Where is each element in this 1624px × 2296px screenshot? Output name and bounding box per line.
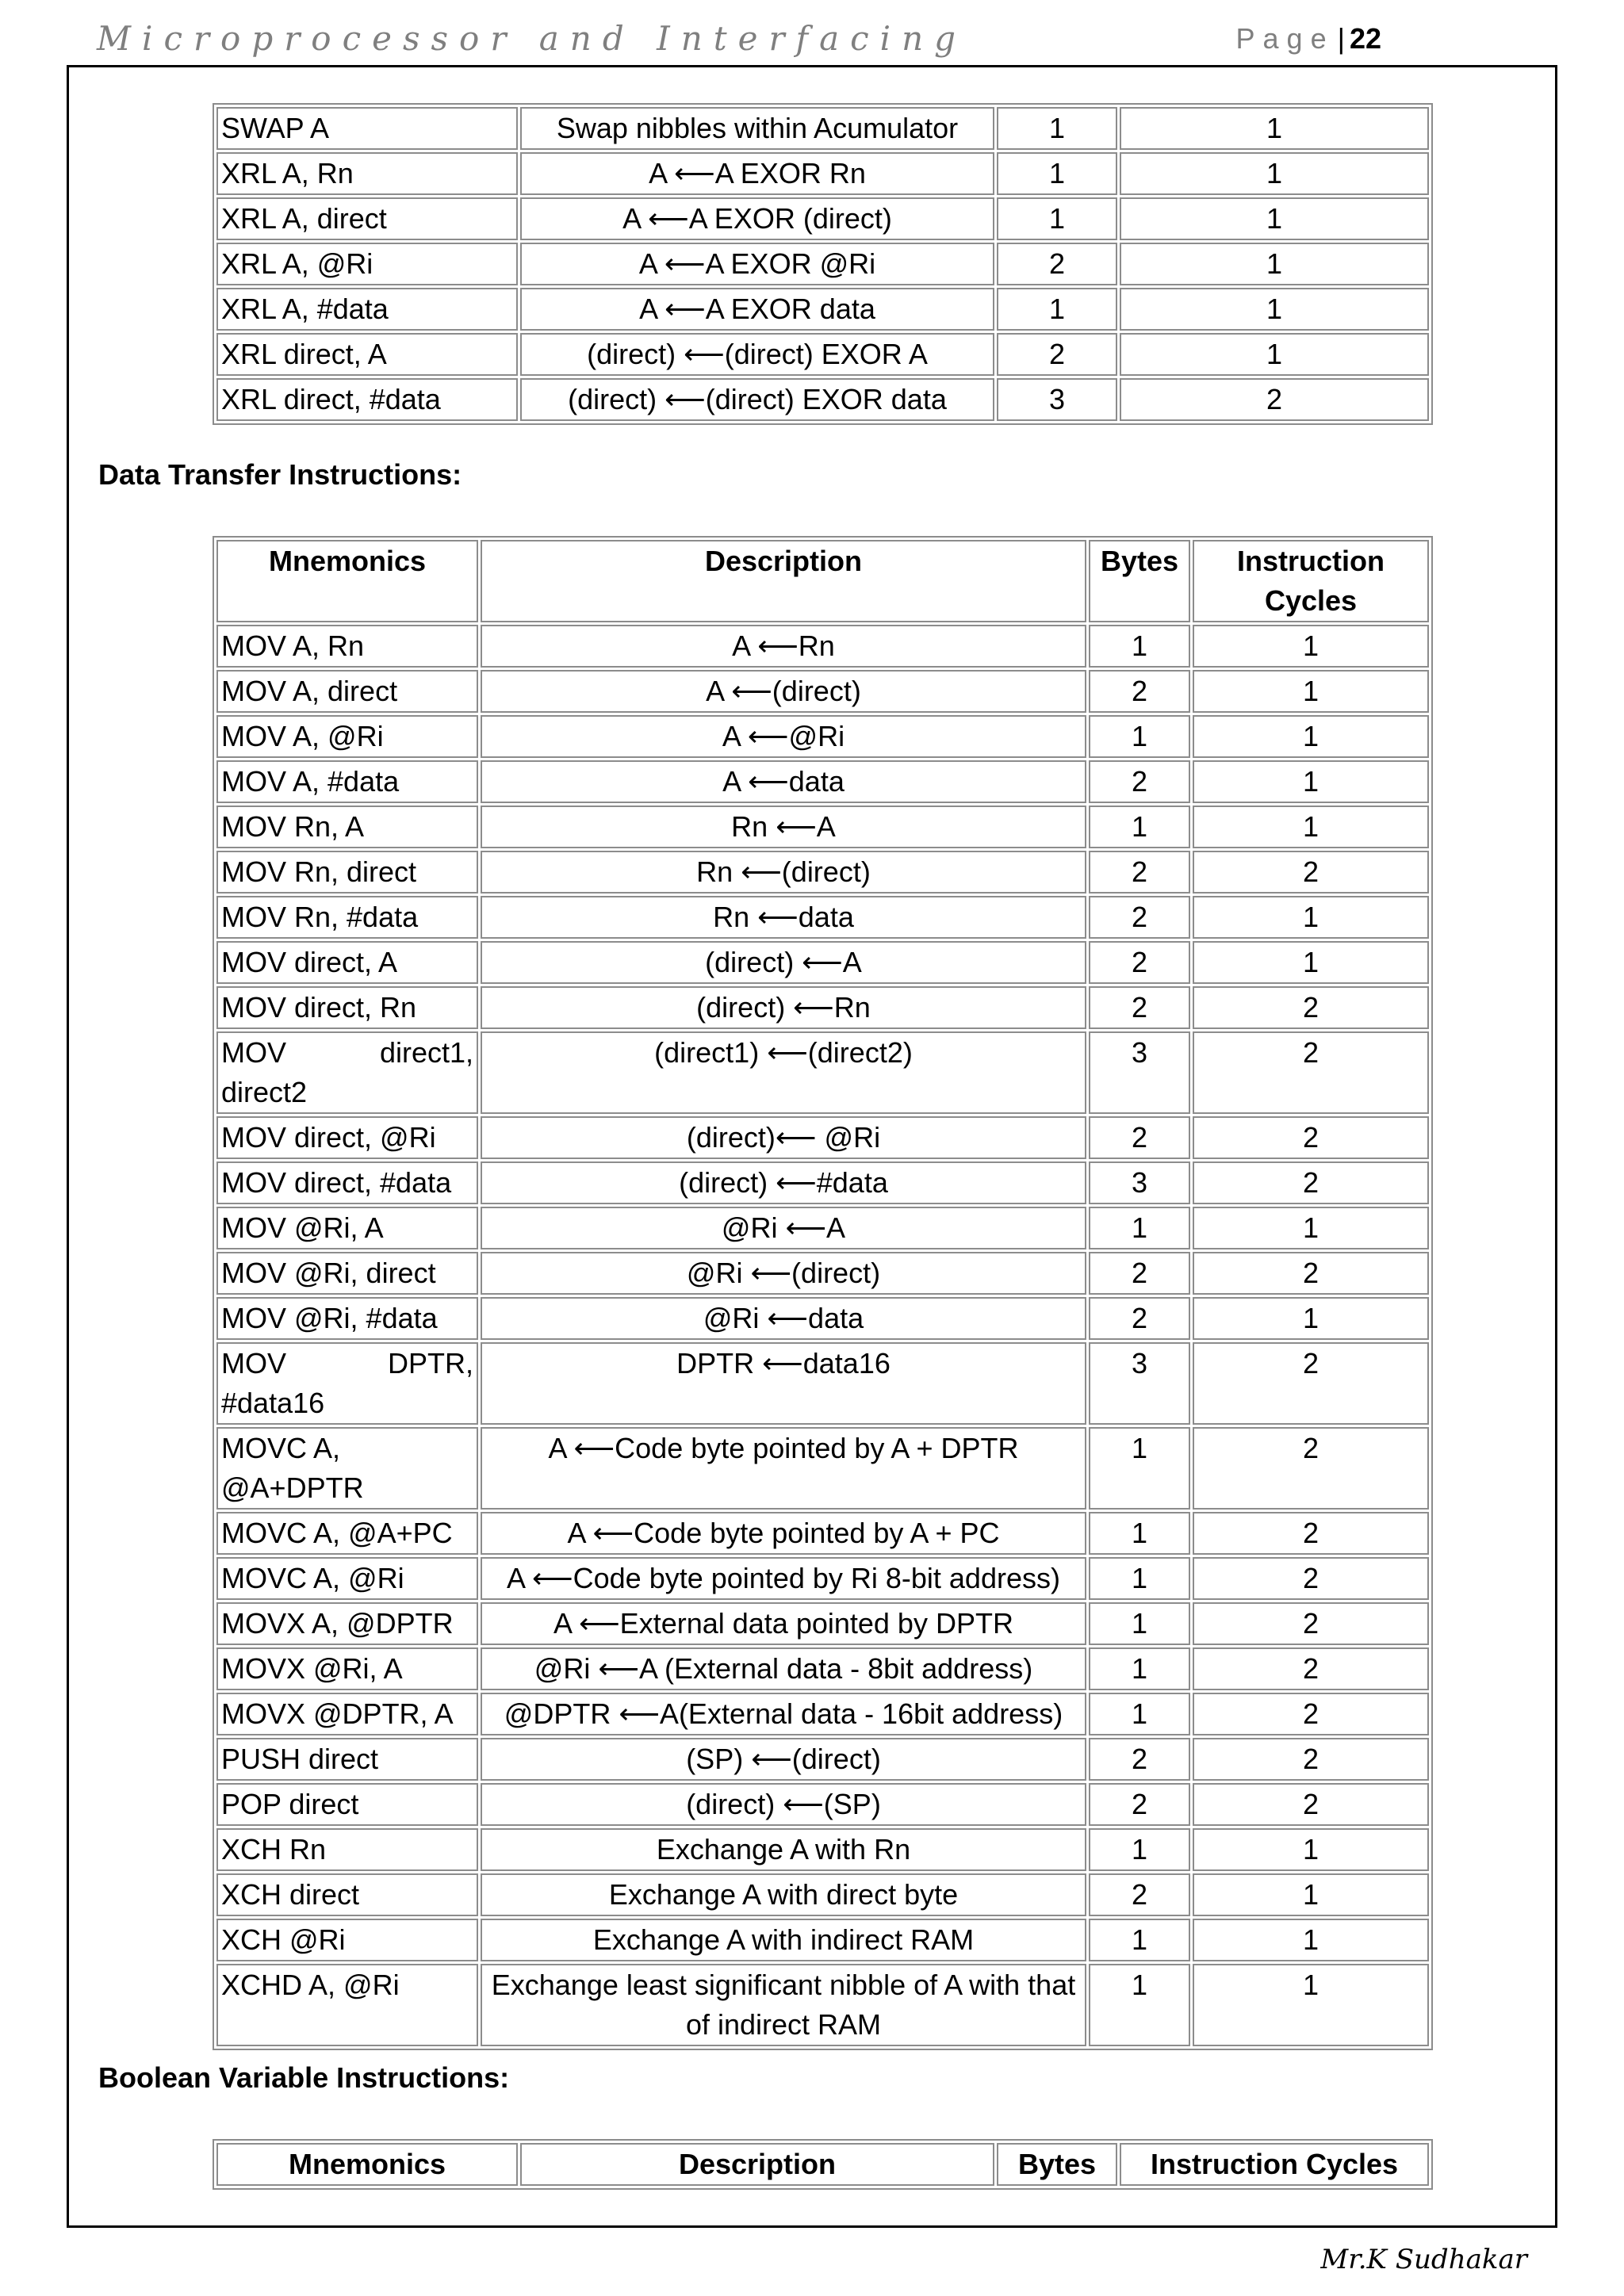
table-row <box>216 1919 1429 1961</box>
cell-bytes: 3 <box>997 378 1117 421</box>
cell-bytes: 1 <box>997 197 1117 240</box>
cell-bytes: 1 <box>1089 806 1190 848</box>
table-header-row <box>216 540 1429 622</box>
cell-bytes: 1 <box>1089 625 1190 668</box>
cell-cycles: 2 <box>1193 1427 1429 1510</box>
cell-mnemonic: XRL A, direct <box>216 197 518 240</box>
cell-description: A ⟵Code byte pointed by Ri 8-bit address) <box>481 1557 1086 1600</box>
cell-bytes: 3 <box>1089 1342 1190 1425</box>
cell-mnemonic: MOVX @Ri, A <box>216 1647 478 1690</box>
cell-mnemonic: XRL direct, A <box>216 333 518 376</box>
table-row <box>216 1427 1429 1510</box>
cell-bytes: 2 <box>1089 941 1190 984</box>
cell-mnemonic: MOV @Ri, direct <box>216 1252 478 1295</box>
cell-description: A ⟵A EXOR @Ri <box>520 243 994 285</box>
cell-cycles: 1 <box>1193 1873 1429 1916</box>
table-row <box>216 760 1429 803</box>
cell-mnemonic: MOV @Ri, A <box>216 1207 478 1249</box>
cell-bytes: 1 <box>1089 1427 1190 1510</box>
cell-bytes: 1 <box>997 107 1117 150</box>
cell-mnemonic: MOV direct, Rn <box>216 986 478 1029</box>
cell-description: A ⟵A EXOR data <box>520 288 994 331</box>
table-row <box>216 1512 1429 1555</box>
cell-description: Exchange A with indirect RAM <box>481 1919 1086 1961</box>
cell-mnemonic: MOV DPTR, #data16 <box>216 1342 478 1425</box>
cell-mnemonic: MOVC A, @Ri <box>216 1557 478 1600</box>
cell-cycles: 1 <box>1193 1207 1429 1249</box>
cell-mnemonic: MOV direct, #data <box>216 1161 478 1204</box>
cell-bytes: 1 <box>1089 1919 1190 1961</box>
header-description: Description <box>520 2143 994 2186</box>
table-row <box>216 1252 1429 1295</box>
cell-description: Exchange A with direct byte <box>481 1873 1086 1916</box>
cell-mnemonic: MOV direct, A <box>216 941 478 984</box>
cell-cycles: 1 <box>1120 152 1429 195</box>
cell-cycles: 1 <box>1193 670 1429 713</box>
cell-bytes: 2 <box>1089 1252 1190 1295</box>
cell-bytes: 2 <box>1089 670 1190 713</box>
cell-mnemonic: MOV A, @Ri <box>216 715 478 758</box>
table-header-row <box>216 2143 1429 2186</box>
table-row <box>216 1557 1429 1600</box>
cell-bytes: 2 <box>1089 851 1190 894</box>
cell-cycles: 2 <box>1193 1342 1429 1425</box>
cell-cycles: 1 <box>1193 941 1429 984</box>
cell-bytes: 2 <box>1089 760 1190 803</box>
header-mnemonics: Mnemonics <box>216 540 478 622</box>
header-instruction-cycles: Instruction Cycles <box>1120 2143 1429 2186</box>
table-row <box>216 107 1429 150</box>
cell-description: (direct) ⟵A <box>481 941 1086 984</box>
cell-mnemonic: XRL A, @Ri <box>216 243 518 285</box>
cell-description: Swap nibbles within Acumulator <box>520 107 994 150</box>
cell-mnemonic: XRL A, #data <box>216 288 518 331</box>
cell-description: @DPTR ⟵A(External data - 16bit address) <box>481 1693 1086 1735</box>
header-instruction-cycles: Instruction Cycles <box>1193 540 1429 622</box>
header-bytes: Bytes <box>1089 540 1190 622</box>
cell-bytes: 1 <box>1089 1557 1190 1600</box>
cell-mnemonic: MOVC A, @A+DPTR <box>216 1427 478 1510</box>
cell-mnemonic: MOV A, direct <box>216 670 478 713</box>
cell-cycles: 1 <box>1193 1919 1429 1961</box>
table-row <box>216 1828 1429 1871</box>
table-row <box>216 715 1429 758</box>
cell-bytes: 1 <box>1089 1512 1190 1555</box>
cell-description: Exchange least significant nibble of A with that of indirect RAM <box>481 1964 1086 2046</box>
cell-mnemonic: MOV A, Rn <box>216 625 478 668</box>
cell-mnemonic: SWAP A <box>216 107 518 150</box>
cell-description: @Ri ⟵A (External data - 8bit address) <box>481 1647 1086 1690</box>
table-row <box>216 670 1429 713</box>
table-row <box>216 378 1429 421</box>
table-row <box>216 1873 1429 1916</box>
cell-description: (direct) ⟵Rn <box>481 986 1086 1029</box>
cell-cycles: 1 <box>1120 288 1429 331</box>
cell-bytes: 2 <box>1089 896 1190 939</box>
cell-mnemonic: MOV Rn, direct <box>216 851 478 894</box>
footer-author: Mr.K Sudhakar <box>1320 2244 1527 2275</box>
cell-description: (direct) ⟵(SP) <box>481 1783 1086 1826</box>
cell-description: (direct1) ⟵(direct2) <box>481 1031 1086 1114</box>
cell-cycles: 1 <box>1120 107 1429 150</box>
table-row <box>216 806 1429 848</box>
cell-bytes: 2 <box>1089 986 1190 1029</box>
cell-cycles: 2 <box>1193 1116 1429 1159</box>
cell-description: @Ri ⟵A <box>481 1207 1086 1249</box>
cell-mnemonic: XCHD A, @Ri <box>216 1964 478 2046</box>
cell-description: A ⟵External data pointed by DPTR <box>481 1602 1086 1645</box>
cell-bytes: 1 <box>1089 1828 1190 1871</box>
cell-bytes: 3 <box>1089 1161 1190 1204</box>
cell-cycles: 2 <box>1193 1647 1429 1690</box>
boolean-table <box>213 2139 1433 2190</box>
header-description: Description <box>481 540 1086 622</box>
table-row <box>216 152 1429 195</box>
cell-cycles: 1 <box>1193 1297 1429 1340</box>
cell-mnemonic: XCH @Ri <box>216 1919 478 1961</box>
cell-mnemonic: POP direct <box>216 1783 478 1826</box>
cell-bytes: 1 <box>997 152 1117 195</box>
logic-instructions-body <box>216 107 1429 421</box>
cell-mnemonic: XCH Rn <box>216 1828 478 1871</box>
cell-cycles: 1 <box>1120 197 1429 240</box>
cell-cycles: 1 <box>1193 896 1429 939</box>
cell-bytes: 2 <box>1089 1873 1190 1916</box>
cell-description: (direct)⟵ @Ri <box>481 1116 1086 1159</box>
cell-mnemonic: MOV direct, @Ri <box>216 1116 478 1159</box>
header-title: Microprocessor and Interfacing <box>97 19 967 58</box>
page-number-block: Page | 22 <box>1235 22 1381 55</box>
cell-description: A ⟵Rn <box>481 625 1086 668</box>
cell-cycles: 2 <box>1193 1783 1429 1826</box>
cell-bytes: 1 <box>1089 1964 1190 2046</box>
cell-bytes: 1 <box>1089 715 1190 758</box>
cell-description: Rn ⟵A <box>481 806 1086 848</box>
cell-bytes: 1 <box>997 288 1117 331</box>
cell-cycles: 2 <box>1193 1252 1429 1295</box>
table-row <box>216 896 1429 939</box>
cell-description: A ⟵(direct) <box>481 670 1086 713</box>
table-row <box>216 1693 1429 1735</box>
cell-cycles: 1 <box>1120 243 1429 285</box>
table-row <box>216 941 1429 984</box>
cell-description: (SP) ⟵(direct) <box>481 1738 1086 1781</box>
cell-cycles: 2 <box>1193 1161 1429 1204</box>
table-row <box>216 1783 1429 1826</box>
table-row <box>216 243 1429 285</box>
table-row <box>216 851 1429 894</box>
cell-mnemonic: MOV A, #data <box>216 760 478 803</box>
cell-mnemonic: MOVX @DPTR, A <box>216 1693 478 1735</box>
cell-description: (direct) ⟵(direct) EXOR A <box>520 333 994 376</box>
cell-bytes: 2 <box>997 333 1117 376</box>
cell-cycles: 2 <box>1193 851 1429 894</box>
cell-mnemonic: MOV @Ri, #data <box>216 1297 478 1340</box>
table-row <box>216 1342 1429 1425</box>
cell-cycles: 1 <box>1120 333 1429 376</box>
cell-cycles: 2 <box>1193 1602 1429 1645</box>
table-row <box>216 197 1429 240</box>
table-row <box>216 288 1429 331</box>
data-transfer-table <box>213 536 1433 2050</box>
cell-description: Exchange A with Rn <box>481 1828 1086 1871</box>
cell-bytes: 2 <box>997 243 1117 285</box>
logic-instructions-table <box>213 103 1433 425</box>
header-bytes: Bytes <box>997 2143 1117 2186</box>
cell-cycles: 2 <box>1193 1557 1429 1600</box>
cell-bytes: 1 <box>1089 1207 1190 1249</box>
cell-cycles: 1 <box>1193 806 1429 848</box>
cell-bytes: 2 <box>1089 1116 1190 1159</box>
cell-cycles: 2 <box>1193 1693 1429 1735</box>
cell-description: A ⟵@Ri <box>481 715 1086 758</box>
cell-description: (direct) ⟵(direct) EXOR data <box>520 378 994 421</box>
cell-bytes: 1 <box>1089 1602 1190 1645</box>
cell-bytes: 2 <box>1089 1783 1190 1826</box>
cell-mnemonic: MOV direct1, direct2 <box>216 1031 478 1114</box>
section-heading-boolean: Boolean Variable Instructions: <box>98 2061 510 2094</box>
page-number: 22 <box>1349 22 1381 55</box>
page-header <box>97 19 1381 67</box>
table-row <box>216 1207 1429 1249</box>
cell-cycles: 1 <box>1193 1964 1429 2046</box>
table-row <box>216 1602 1429 1645</box>
header-mnemonics: Mnemonics <box>216 2143 518 2186</box>
cell-description: A ⟵Code byte pointed by A + DPTR <box>481 1427 1086 1510</box>
table-row <box>216 1297 1429 1340</box>
cell-cycles: 2 <box>1193 986 1429 1029</box>
table-row <box>216 333 1429 376</box>
page-label: Page <box>1235 22 1335 55</box>
cell-cycles: 1 <box>1193 715 1429 758</box>
cell-cycles: 1 <box>1193 625 1429 668</box>
table-row <box>216 1738 1429 1781</box>
cell-description: (direct) ⟵#data <box>481 1161 1086 1204</box>
cell-description: @Ri ⟵data <box>481 1297 1086 1340</box>
cell-description: Rn ⟵(direct) <box>481 851 1086 894</box>
cell-bytes: 2 <box>1089 1738 1190 1781</box>
cell-cycles: 2 <box>1193 1031 1429 1114</box>
cell-mnemonic: XRL A, Rn <box>216 152 518 195</box>
cell-cycles: 2 <box>1193 1738 1429 1781</box>
cell-cycles: 1 <box>1193 760 1429 803</box>
cell-description: @Ri ⟵(direct) <box>481 1252 1086 1295</box>
cell-bytes: 1 <box>1089 1693 1190 1735</box>
cell-cycles: 1 <box>1193 1828 1429 1871</box>
cell-description: A ⟵A EXOR (direct) <box>520 197 994 240</box>
cell-bytes: 1 <box>1089 1647 1190 1690</box>
cell-bytes: 2 <box>1089 1297 1190 1340</box>
cell-mnemonic: MOV Rn, A <box>216 806 478 848</box>
cell-mnemonic: MOV Rn, #data <box>216 896 478 939</box>
data-transfer-body <box>216 625 1429 2046</box>
cell-description: A ⟵A EXOR Rn <box>520 152 994 195</box>
table-row <box>216 1031 1429 1114</box>
cell-cycles: 2 <box>1120 378 1429 421</box>
cell-description: A ⟵data <box>481 760 1086 803</box>
cell-description: Rn ⟵data <box>481 896 1086 939</box>
cell-mnemonic: XCH direct <box>216 1873 478 1916</box>
cell-mnemonic: MOVX A, @DPTR <box>216 1602 478 1645</box>
cell-cycles: 2 <box>1193 1512 1429 1555</box>
cell-mnemonic: XRL direct, #data <box>216 378 518 421</box>
cell-description: DPTR ⟵data16 <box>481 1342 1086 1425</box>
table-row <box>216 1161 1429 1204</box>
table-row <box>216 1647 1429 1690</box>
cell-mnemonic: MOVC A, @A+PC <box>216 1512 478 1555</box>
cell-mnemonic: PUSH direct <box>216 1738 478 1781</box>
table-row <box>216 1116 1429 1159</box>
section-heading-data-transfer: Data Transfer Instructions: <box>98 458 462 491</box>
table-row <box>216 625 1429 668</box>
table-row <box>216 1964 1429 2046</box>
cell-description: A ⟵Code byte pointed by A + PC <box>481 1512 1086 1555</box>
cell-bytes: 3 <box>1089 1031 1190 1114</box>
table-row <box>216 986 1429 1029</box>
